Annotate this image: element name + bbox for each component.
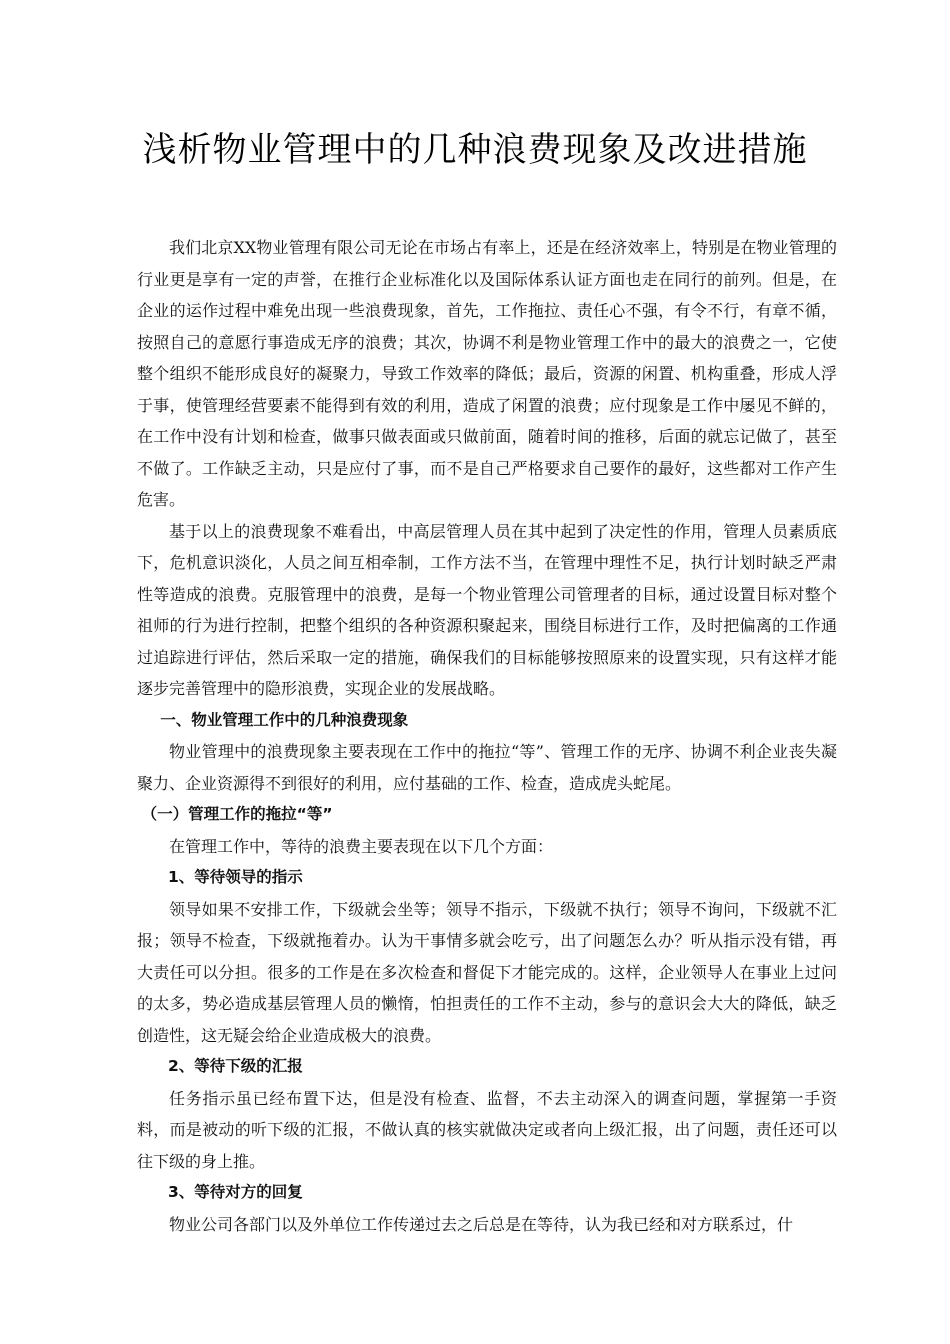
document-title: 浅析物业管理中的几种浪费现象及改进措施	[142, 130, 808, 170]
item-heading-1: 1、等待领导的指示	[168, 868, 303, 886]
paragraph-item-1: 领导如果不安排工作，下级就会坐等；领导不指示，下级就不执行；领导不询问，下级就不汇报；领导不检查，下级就拖着办。认为干事情多就会吃亏，出了问题怎么办？听从指示没有错，再大责任可以分担。很多的工作是在多次检查和督促下才能完成的。这样，企业领导人在事业上过问的太多，势必造成基层管理人员的懒惰，怕担责任的工作不主动，参与的意识会大大的降低，缺乏创造性，这无疑会给企业造成极大的浪费。	[137, 899, 837, 1045]
document-body	[137, 232, 837, 1240]
paragraph-item-3: 物业公司各部门以及外单位工作传递过去之后总是在等待，认为我已经和对方联系过，什	[169, 1214, 794, 1234]
paragraph-analysis: 基于以上的浪费现象不难看出，中高层管理人员在其中起到了决定性的作用，管理人员素质底下，危机意识淡化，人员之间互相牵制，工作方法不当，在管理中理性不足，执行计划时缺乏严肃性等造成的浪费。克服管理中的浪费，是每一个物业管理公司管理者的目标，通过设置目标对整个祖师的行为进行控制，把整个组织的各种资源积聚起来，围绕目标进行工作，及时把偏离的工作通过追踪进行评估，然后采取一定的措施，确保我们的目标能够按照原来的设置实现，只有这样才能逐步完善管理中的隐形浪费，实现企业的发展战略。	[137, 521, 837, 698]
paragraph-item-2: 任务指示虽已经布置下达，但是没有检查、监督，不去主动深入的调查问题，掌握第一手资料，而是被动的听下级的汇报，不做认真的核实就做决定或者向上级汇报，出了问题，责任还可以往下级的身上推。	[137, 1088, 837, 1171]
item-heading-2: 2、等待下级的汇报	[168, 1057, 303, 1075]
paragraph-intro: 我们北京XX物业管理有限公司无论在市场占有率上，还是在经济效率上，特别是在物业管理的行业更是享有一定的声誉，在推行企业标准化以及国际体系认证方面也走在同行的前列。但是，在企业的运作过程中难免出现一些浪费现象，首先，工作拖拉、责任心不强，有令不行，有章不循，按照自己的意愿行事造成无序的浪费；其次，协调不利是物业管理工作中的最大的浪费之一，它使整个组织不能形成良好的凝聚力，导致工作效率的降低；最后，资源的闲置、机构重叠，形成人浮于事，使管理经营要素不能得到有效的利用，造成了闲置的浪费；应付现象是工作中屡见不鲜的，在工作中没有计划和检查，做事只做表面或只做前面，随着时间的推移，后面的就忘记做了，甚至不做了。工作缺乏主动，只是应付了事，而不是自己严格要求自己要作的最好，这些都对工作产生危害。	[137, 238, 837, 509]
subsection-heading: （一）管理工作的拖拉“等”	[141, 805, 333, 823]
section-heading: 一、物业管理工作中的几种浪费现象	[160, 710, 409, 729]
paragraph-subsection-intro: 在管理工作中，等待的浪费主要表现在以下几个方面：	[169, 836, 554, 856]
item-heading-3: 3、等待对方的回复	[168, 1183, 303, 1201]
paragraph-section-summary: 物业管理中的浪费现象主要表现在工作中的拖拉“等”、管理工作的无序、协调不利企业丧失凝聚力、企业资源得不到很好的利用，应付基础的工作、检查，造成虎头蛇尾。	[137, 742, 837, 793]
